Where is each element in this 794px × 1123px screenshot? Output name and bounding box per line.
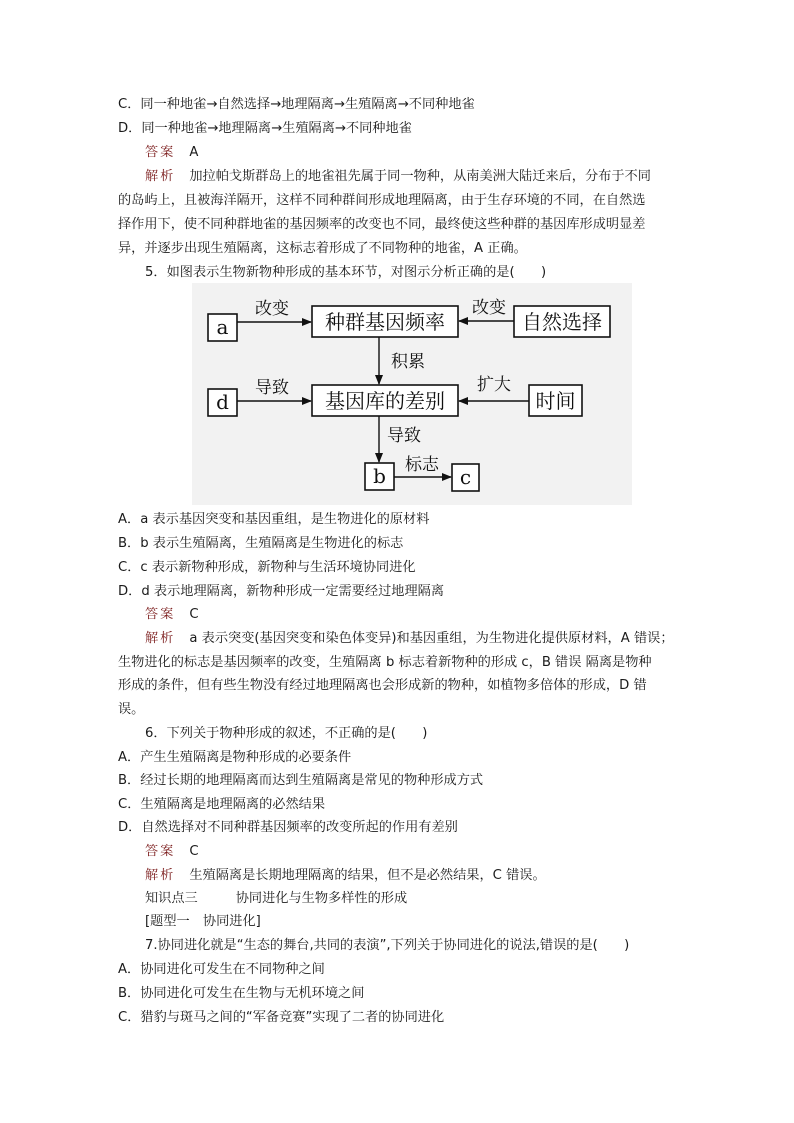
q7-option-a: A．协同进化可发生在不同物种之间: [118, 962, 325, 977]
answer-value: C: [189, 607, 199, 622]
box-d-label: d: [216, 390, 229, 414]
arrow-label-change-left: 改变: [255, 299, 289, 319]
q7-stem: 7.协同进化就是“生态的舞台,共同的表演”,下列关于协同进化的说法,错误的是( ): [145, 938, 630, 953]
q5-option-d: D．d 表示地理隔离，新物种形成一定需要经过地理隔离: [118, 584, 445, 599]
answer-label: 答案: [145, 145, 176, 160]
q6-answer: [145, 844, 705, 860]
box-gene-pool-difference-label: 基因库的差别: [325, 389, 445, 413]
q4-option-d: D．同一种地雀→地理隔离→生殖隔离→不同种地雀: [118, 121, 412, 136]
arrow-label-accumulate: 积累: [391, 352, 425, 372]
box-time-label: 时间: [535, 389, 576, 413]
q5-explanation-3: 形成的条件，但有些生物没有经过地理隔离也会形成新的物种，如植物多倍体的形成，D 错: [118, 678, 647, 693]
answer-label: 答案: [145, 844, 176, 859]
q6-option-c: C．生殖隔离是地理隔离的必然结果: [118, 797, 326, 812]
q5-option-c: C．c 表示新物种形成，新物种与生活环境协同进化: [118, 560, 416, 575]
arrow-label-mark: 标志: [405, 455, 439, 475]
box-a-label: a: [216, 315, 229, 339]
q5-answer: [145, 607, 705, 623]
question-type-heading: [题型一 协同进化]: [145, 914, 261, 929]
explanation-label: 解析: [145, 631, 176, 646]
answer-value: A: [189, 145, 199, 160]
q6-option-d: D．自然选择对不同种群基因频率的改变所起的作用有差别: [118, 820, 458, 835]
arrow-label-lead-down: 导致: [387, 426, 421, 446]
arrow-label-lead-left: 导致: [255, 378, 289, 398]
q7-option-c: C．猎豹与斑马之间的“军备竞赛”实现了二者的协同进化: [118, 1010, 445, 1025]
q7-option-b: B．协同进化可发生在生物与无机环境之间: [118, 986, 365, 1001]
q5-explanation-2: 生物进化的标志是基因频率的改变，生殖隔离 b 标志着新物种的形成 c，B 错误 隔离是物种: [118, 655, 652, 670]
box-b-label: b: [373, 464, 386, 488]
arrow-label-expand: 扩大: [477, 375, 511, 395]
speciation-diagram: [192, 283, 632, 505]
box-gene-frequency-label: 种群基因频率: [325, 310, 445, 334]
knowledge-point-label: 知识点三: [145, 891, 198, 906]
box-natural-selection-label: 自然选择: [522, 310, 602, 334]
q4-explanation-1: [145, 169, 705, 185]
q4-answer: [145, 145, 705, 161]
q5-explanation-4: 误。: [118, 702, 145, 717]
q4-explanation-3: 择作用下，使不同种群地雀的基因频率的改变也不同，最终使这些种群的基因库形成明显差: [118, 217, 646, 232]
q4-option-c: C．同一种地雀→自然选择→地理隔离→生殖隔离→不同种地雀: [118, 97, 475, 112]
q5-stem: 5．如图表示生物新物种形成的基本环节，对图示分析正确的是( ): [145, 265, 547, 280]
explanation-label: 解析: [145, 868, 176, 883]
explanation-label: 解析: [145, 169, 176, 184]
q5-option-b: B．b 表示生殖隔离，生殖隔离是生物进化的标志: [118, 536, 404, 551]
q5-explanation-1: [145, 631, 705, 647]
q6-explanation-1: [145, 868, 705, 884]
q5-option-a: A．a 表示基因突变和基因重组，是生物进化的原材料: [118, 512, 430, 527]
box-c-label: c: [459, 465, 472, 489]
speciation-diagram-svg: [192, 283, 632, 505]
q4-explanation-2: 的岛屿上，且被海洋隔开，这样不同种群间形成地理隔离，由于生存环境的不同，在自然选: [118, 193, 646, 208]
q4-explanation-4: 异，并逐步出现生殖隔离，这标志着形成了不同物种的地雀，A 正确。: [118, 241, 527, 256]
q6-option-b: B．经过长期的地理隔离而达到生殖隔离是常见的物种形成方式: [118, 773, 484, 788]
explanation-text: a 表示突变(基因突变和染色体变异)和基因重组，为生物进化提供原材料，A 错误；: [189, 631, 674, 646]
explanation-text: 加拉帕戈斯群岛上的地雀祖先属于同一物种，从南美洲大陆迁来后，分布于不同: [189, 169, 651, 184]
knowledge-point-3: [145, 891, 705, 907]
answer-label: 答案: [145, 607, 176, 622]
answer-value: C: [189, 844, 199, 859]
explanation-text: 生殖隔离是长期地理隔离的结果，但不是必然结果，C 错误。: [189, 868, 546, 883]
q6-option-a: A．产生生殖隔离是物种形成的必要条件: [118, 750, 352, 765]
q6-stem: 6．下列关于物种形成的叙述，不正确的是( ): [145, 726, 428, 741]
arrow-label-change-right: 改变: [472, 298, 506, 318]
knowledge-point-title: 协同进化与生物多样性的形成: [235, 891, 408, 906]
